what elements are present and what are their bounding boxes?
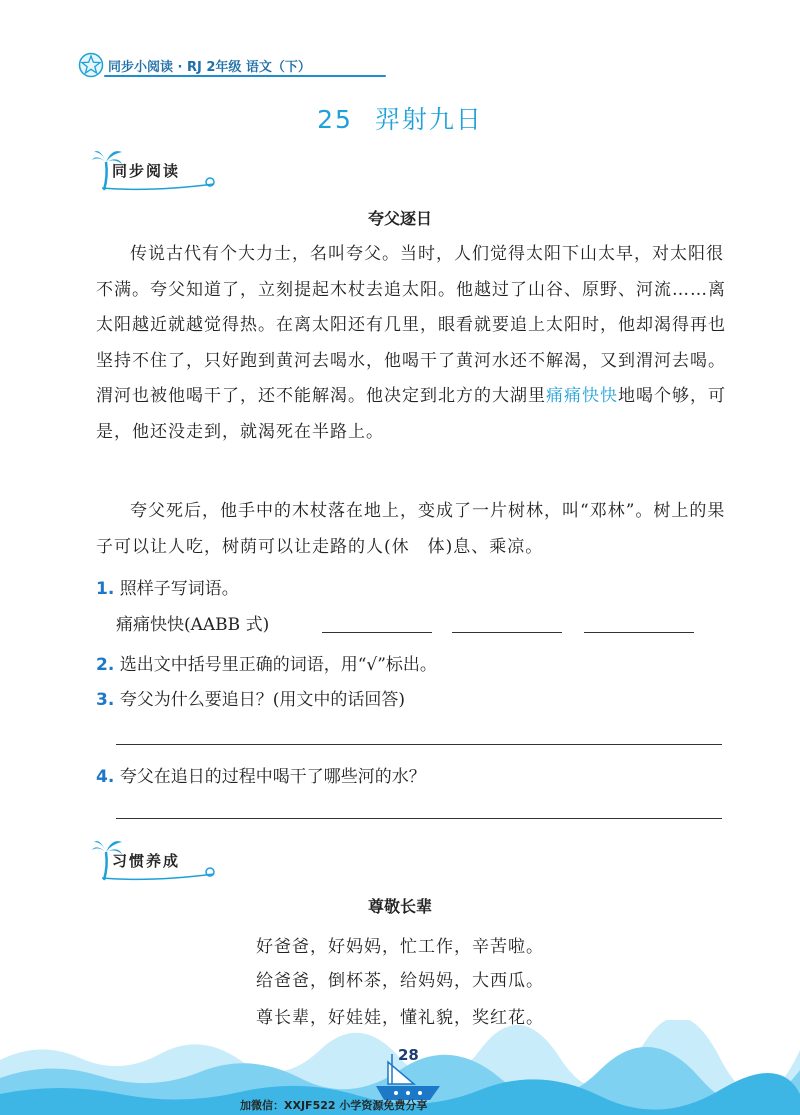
- question-2: [96, 650, 437, 675]
- poem-title: 尊敬长辈: [367, 897, 432, 916]
- question-4-number: 4.: [96, 767, 115, 787]
- book-header-text: 同步小阅读 · RJ 2年级 语文（下）: [108, 60, 311, 75]
- answer-blank-2[interactable]: [452, 632, 562, 633]
- answer-line-q4[interactable]: [116, 818, 722, 819]
- question-1: [96, 574, 239, 599]
- star-circle-icon: [78, 52, 104, 78]
- question-1-text: 照样子写词语。: [119, 579, 239, 599]
- paragraph-1-text-b: 地喝个够，可是，他还没走到，就渴死在半路上。: [96, 386, 726, 442]
- question-1-number: 1.: [96, 579, 115, 599]
- lesson-title-text: 羿射九日: [374, 105, 483, 134]
- answer-line-q3[interactable]: [116, 744, 722, 745]
- paragraph-1-text-a: 传说古代有个大力士，名叫夸父。当时，人们觉得太阳下山太早，对太阳很不满。夸父知道了，立刻提起木杖去追太阳。他越过了山谷、原野、河流……离太阳越近就越觉得热。在离太阳还有几里，眼看就要追上太阳时，他却渴得再也坚持不住了，只好跑到黄河去喝水，他喝干了黄河水还不解渴，又到渭河去喝。渭河也被他喝干了，还不能解渴。他决定到北方的大湖里: [96, 244, 726, 406]
- section-heading-habits: [92, 838, 232, 884]
- question-3: [96, 685, 405, 710]
- question-2-number: 2.: [96, 655, 115, 675]
- section-heading-reading: [92, 148, 232, 194]
- question-4-text: 夸父在追日的过程中喝干了哪些河的水？: [119, 767, 426, 787]
- page-number: 28: [398, 1046, 419, 1064]
- question-2-text: 选出文中括号里正确的词语，用“√”标出。: [119, 655, 437, 675]
- question-1-example: 痛痛快快(AABB 式): [116, 615, 270, 635]
- question-3-text: 夸父为什么要追日？(用文中的话回答): [119, 690, 405, 710]
- article-paragraph-2: 夸父死后，他手中的木杖落在地上，变成了一片树林，叫“邓林”。树上的果子可以让人吃，树荫可以让走路的人(休 体)息、乘凉。: [96, 501, 726, 557]
- poem-line-3: 尊长辈，好娃娃，懂礼貌，奖红花。: [256, 1008, 544, 1028]
- poem-line-2: 给爸爸，倒杯茶，给妈妈，大西瓜。: [256, 971, 544, 991]
- section-label-reading: 同步阅读: [112, 162, 181, 180]
- lesson-title: [0, 100, 800, 136]
- answer-blank-1[interactable]: [322, 632, 432, 633]
- article-paragraph-1: [96, 237, 736, 450]
- footer-watermark: 加微信：XXJF522 小学资源免费分享: [240, 1099, 428, 1112]
- highlighted-word: 痛痛快快: [546, 386, 618, 406]
- answer-blank-3[interactable]: [584, 632, 694, 633]
- section-label-habits: 习惯养成: [112, 852, 181, 870]
- question-4: [96, 762, 426, 787]
- article-title: 夸父逐日: [367, 209, 432, 228]
- lesson-number: 25: [317, 105, 353, 134]
- question-3-number: 3.: [96, 690, 115, 710]
- poem-line-1: 好爸爸，好妈妈，忙工作，辛苦啦。: [256, 937, 544, 957]
- header-underline: [104, 75, 386, 77]
